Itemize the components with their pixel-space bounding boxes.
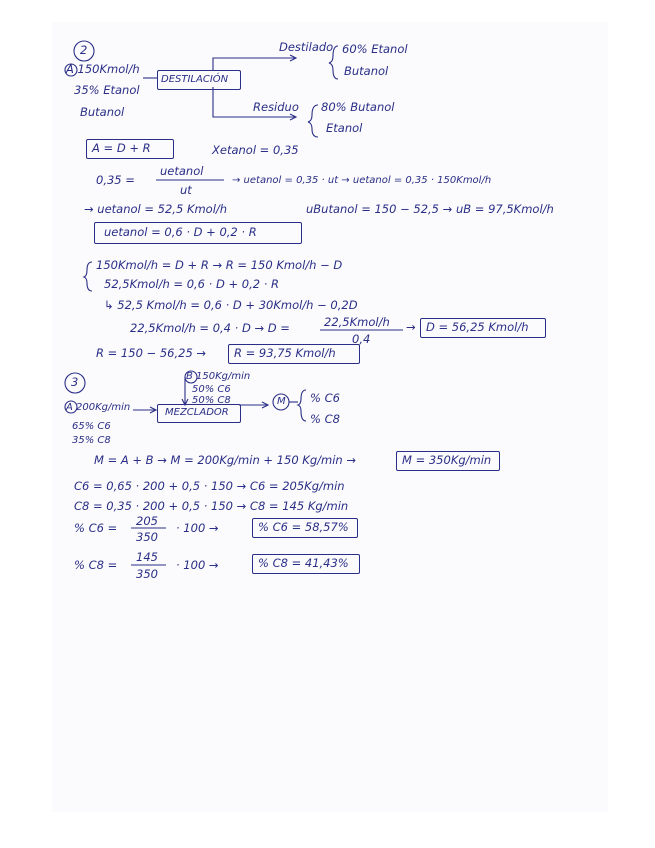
- distillate-butanol: Butanol: [344, 64, 389, 78]
- stream-b3-c8: 50% C8: [192, 395, 231, 406]
- residue-label: Residuo: [253, 100, 299, 114]
- c8-balance: C8 = 0,35 · 200 + 0,5 · 150 → C8 = 145 Kg/min: [74, 499, 349, 513]
- r-equation: R = 150 − 56,25 →: [96, 346, 207, 360]
- residue-butanol: 80% Butanol: [321, 100, 395, 114]
- pc6-lhs: % C6 =: [74, 521, 118, 535]
- mass-balance-equation: A = D + R: [92, 141, 151, 155]
- problem-2-number: 2: [80, 43, 88, 57]
- pc6-result: % C6 = 58,57%: [258, 520, 349, 534]
- eq1-denominator: ut: [180, 183, 192, 197]
- butanol-flow-result: uButanol = 150 − 52,5 → uB = 97,5Kmol/h: [306, 202, 554, 216]
- feed-butanol-composition: Butanol: [80, 105, 125, 119]
- distillate-arrow: [213, 58, 296, 70]
- mix-brace: [298, 390, 306, 421]
- system-eq-4-numerator: 22,5Kmol/h: [324, 315, 390, 329]
- stream-a3-label: A 200Kg/min: [66, 402, 131, 413]
- distillation-unit-label: DESTILACIÓN: [161, 74, 229, 85]
- pc8-result: % C8 = 41,43%: [258, 556, 349, 570]
- pc8-numerator: 145: [136, 550, 158, 564]
- pc6-numerator: 205: [136, 514, 158, 528]
- distillate-label: Destilado: [279, 40, 334, 54]
- stream-b3-c6: 50% C6: [192, 384, 231, 395]
- ethanol-fraction: Xetanol = 0,35: [212, 143, 299, 157]
- pc8-lhs: % C8 =: [74, 558, 118, 572]
- feed-ethanol-composition: 35% Etanol: [74, 83, 140, 97]
- output-m-label: M: [277, 396, 286, 407]
- eq1-numerator: uetanol: [160, 164, 204, 178]
- pc8-multiply: · 100 →: [176, 558, 219, 572]
- stream-a3-c6: 65% C6: [72, 421, 111, 432]
- output-c6: % C6: [310, 391, 340, 405]
- system-eq-2: 52,5Kmol/h = 0,6 · D + 0,2 · R: [104, 277, 279, 291]
- stream-b3-label: B 150Kg/min: [186, 371, 251, 382]
- r-result: R = 93,75 Kmol/h: [234, 346, 336, 360]
- c6-balance: C6 = 0,65 · 200 + 0,5 · 150 → C6 = 205Kg/min: [74, 479, 345, 493]
- distillate-ethanol: 60% Etanol: [342, 42, 408, 56]
- eq1-lhs: 0,35 =: [96, 173, 135, 187]
- residue-brace: [308, 105, 318, 137]
- feed-stream-label: A 150Kmol/h: [66, 62, 140, 76]
- d-result: D = 56,25 Kmol/h: [426, 320, 529, 334]
- result-arrow: →: [406, 320, 416, 334]
- problem-3-number: 3: [71, 375, 79, 389]
- system-eq-4: 22,5Kmol/h = 0,4 · D → D =: [130, 321, 290, 335]
- mixer-label: MEZCLADOR: [165, 407, 229, 418]
- ethanol-flow-result: → uetanol = 52,5 Kmol/h: [84, 202, 228, 216]
- system-brace: [84, 262, 92, 291]
- eq1-rhs: → uetanol = 0,35 · ut → uetanol = 0,35 · 150Kmol/h: [232, 175, 492, 186]
- stream-a3-c8: 35% C8: [72, 435, 111, 446]
- pc8-denominator: 350: [136, 567, 158, 581]
- mass-balance-m: M = A + B → M = 200Kg/min + 150 Kg/min →: [94, 453, 356, 467]
- m-result: M = 350Kg/min: [402, 453, 492, 467]
- residue-ethanol: Etanol: [326, 121, 363, 135]
- system-eq-3: ↳ 52,5 Kmol/h = 0,6 · D + 30Kmol/h − 0,2D: [104, 298, 358, 312]
- output-c8: % C8: [310, 412, 340, 426]
- system-eq-4-denominator: 0,4: [352, 332, 371, 346]
- ethanol-balance-equation: uetanol = 0,6 · D + 0,2 · R: [104, 225, 257, 239]
- pc6-denominator: 350: [136, 530, 158, 544]
- pc6-multiply: · 100 →: [176, 521, 219, 535]
- system-eq-1: 150Kmol/h = D + R → R = 150 Kmol/h − D: [96, 258, 343, 272]
